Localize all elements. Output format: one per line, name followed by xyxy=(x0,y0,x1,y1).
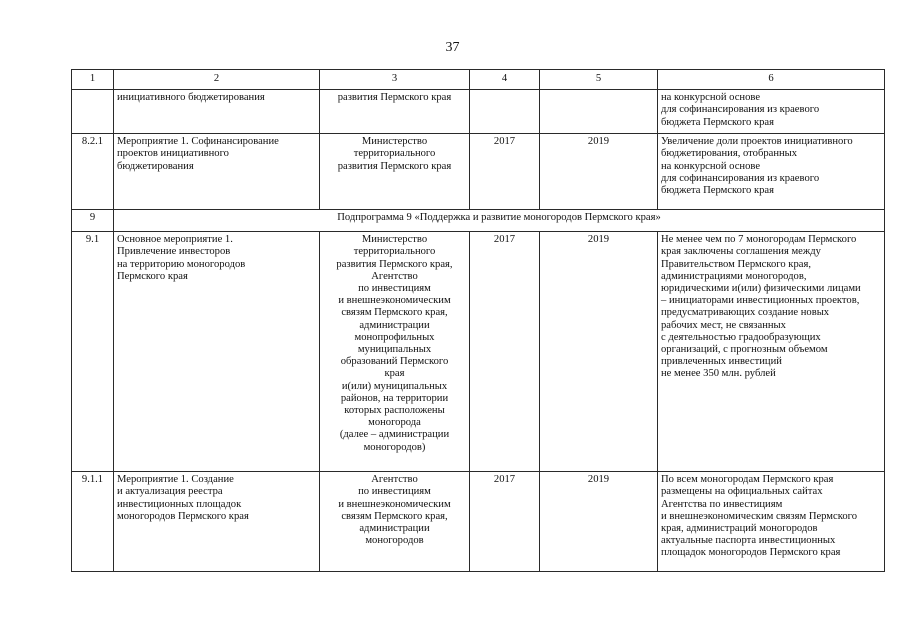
row-end-year: 2019 xyxy=(540,232,658,472)
page-number: 37 xyxy=(445,40,460,55)
row-name: инициативного бюджетирования xyxy=(114,90,320,134)
table-row xyxy=(72,472,885,572)
table-row xyxy=(72,232,885,472)
row-executor: Министерство территориального развития Пермского края xyxy=(320,134,470,210)
header-col-5: 5 xyxy=(540,70,658,90)
row-number: 9.1 xyxy=(72,232,114,472)
header-row xyxy=(72,70,885,90)
row-number xyxy=(72,90,114,134)
row-end-year xyxy=(540,90,658,134)
row-end-year: 2019 xyxy=(540,472,658,572)
row-result: По всем моногородам Пермского края размещены на официальных сайтах Агентства по инвестициям и внешнеэкономическим связям Пермского края, администраций моногородов актуальные паспорта инвестиционных площадок моногородов Пермского края xyxy=(658,472,885,572)
row-end-year: 2019 xyxy=(540,134,658,210)
row-name: Мероприятие 1. Софинансирование проектов инициативного бюджетирования xyxy=(114,134,320,210)
header-col-1: 1 xyxy=(72,70,114,90)
row-start-year: 2017 xyxy=(470,472,540,572)
row-result: Не менее чем по 7 моногородам Пермского края заключены соглашения между Правительством Пермского края, администрациями моногородов, юридическими и(или) физическими лицами – инициаторами инвестиционных проектов, предусматривающих создание новых рабочих мест, не связанных с деятельностью градообразующих организаций, с прогнозным объемом привлеченных инвестиций не менее 350 млн. рублей xyxy=(658,232,885,472)
header-col-6: 6 xyxy=(658,70,885,90)
table-row xyxy=(72,134,885,210)
row-executor: развития Пермского края xyxy=(320,90,470,134)
row-number: 8.2.1 xyxy=(72,134,114,210)
row-number: 9.1.1 xyxy=(72,472,114,572)
row-start-year: 2017 xyxy=(470,232,540,472)
header-col-3: 3 xyxy=(320,70,470,90)
subprogram-title: Подпрограмма 9 «Поддержка и развитие моногородов Пермского края» xyxy=(114,210,885,232)
table-row xyxy=(72,90,885,134)
row-name: Основное мероприятие 1. Привлечение инвесторов на территорию моногородов Пермского края xyxy=(114,232,320,472)
row-start-year: 2017 xyxy=(470,134,540,210)
row-number: 9 xyxy=(72,210,114,232)
row-executor: Министерство территориального развития Пермского края, Агентство по инвестициям и внешнеэкономическим связям Пермского края, администрации монопрофильных муниципальных образований Пермского края и(или) муниципальных районов, на территории которых расположены моногорода (далее – администрации моногородов) xyxy=(320,232,470,472)
row-name: Мероприятие 1. Создание и актуализация реестра инвестиционных площадок моногородов Пермского края xyxy=(114,472,320,572)
subprogram-row xyxy=(72,210,885,232)
row-result: Увеличение доли проектов инициативного бюджетирования, отобранных на конкурсной основе для софинансирования из краевого бюджета Пермского края xyxy=(658,134,885,210)
header-col-4: 4 xyxy=(470,70,540,90)
row-executor: Агентство по инвестициям и внешнеэкономическим связям Пермского края, администрации моногородов xyxy=(320,472,470,572)
program-table xyxy=(71,69,885,572)
row-result: на конкурсной основе для софинансирования из краевого бюджета Пермского края xyxy=(658,90,885,134)
header-col-2: 2 xyxy=(114,70,320,90)
row-start-year xyxy=(470,90,540,134)
